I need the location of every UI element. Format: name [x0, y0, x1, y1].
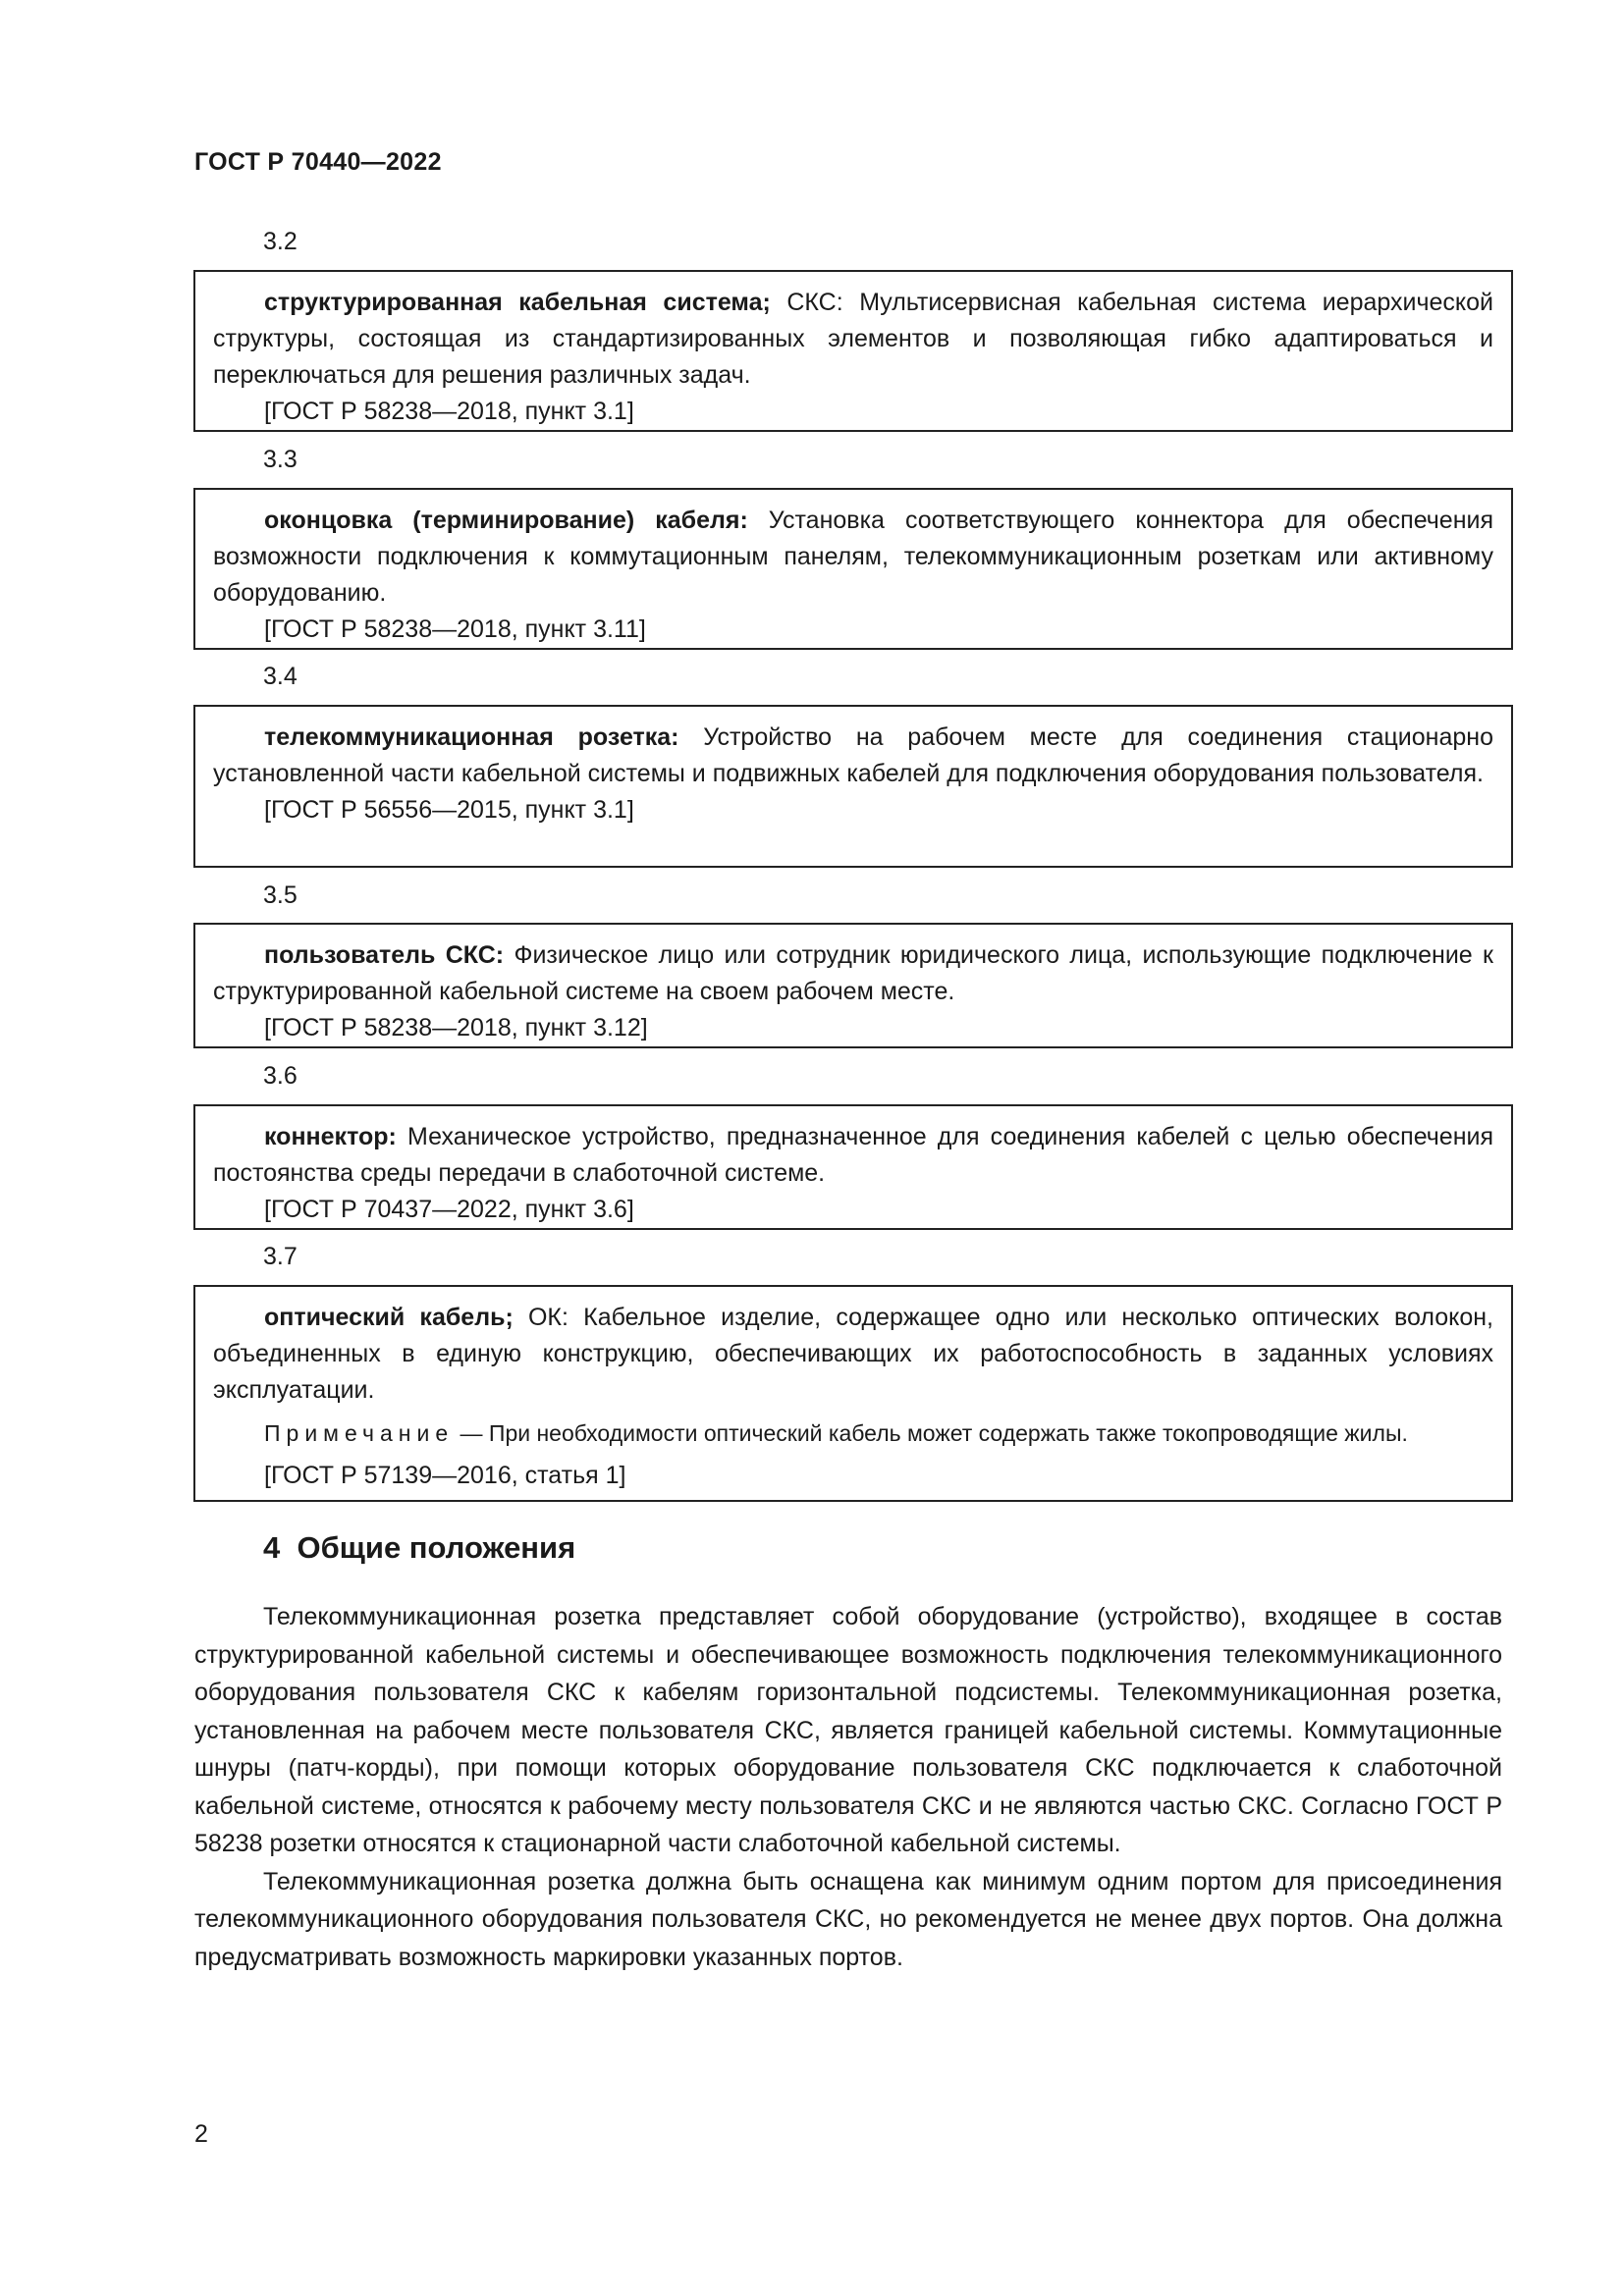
term-definition [213, 503, 1493, 612]
term-number: 3.5 [263, 881, 298, 909]
term-name: пользователь СКС: [264, 941, 505, 969]
term-name: телекоммуникационная розетка: [264, 723, 679, 751]
term-description: Устройство на рабочем месте для соединения стационарно установленной части кабельной системы и подвижных кабелей для подключения оборудования пользователя. [213, 723, 1494, 787]
term-definition-box [193, 1285, 1513, 1502]
term-number: 3.6 [263, 1062, 298, 1090]
term-number: 3.7 [263, 1243, 298, 1270]
section-heading: 4 Общие положения [263, 1530, 576, 1565]
term-definition [213, 720, 1493, 792]
term-definition-box [193, 923, 1513, 1048]
term-number: 3.2 [263, 228, 298, 255]
term-definition [213, 1300, 1493, 1409]
term-note [213, 1416, 1493, 1450]
term-source-reference: [ГОСТ Р 56556—2015, пункт 3.1] [264, 796, 634, 824]
term-name: оконцовка (терминирование) кабеля: [264, 507, 748, 534]
term-definition [213, 937, 1493, 1010]
section-paragraph: Телекоммуникационная розетка должна быть оснащена как минимум одним портом для присоединения телекоммуникационного оборудования пользователя СКС, но рекомендуется не менее двух портов. Она должна предусматривать возможность маркировки указанных портов. [194, 1867, 1502, 1971]
note-text: — При необходимости оптический кабель может содержать также токопроводящие жилы. [454, 1420, 1408, 1446]
term-number: 3.3 [263, 446, 298, 473]
note-label: Примечание [264, 1420, 455, 1446]
term-name: оптический кабель; [264, 1304, 514, 1331]
term-name: структурированная кабельная система; [264, 289, 771, 316]
document-code-header: ГОСТ Р 70440—2022 [194, 148, 442, 176]
term-description: ОК: Кабельное изделие, содержащее одно или несколько оптических волокон, объединенных в единую конструкцию, обеспечивающих их работоспособность в заданных условиях эксплуатации. [213, 1304, 1493, 1404]
section-body [194, 1598, 1502, 1976]
term-definition-box [193, 488, 1513, 650]
term-description: Физическое лицо или сотрудник юридического лица, использующие подключение к структурированной кабельной системе на своем рабочем месте. [213, 941, 1493, 1005]
term-number: 3.4 [263, 663, 298, 690]
term-description: Механическое устройство, предназначенное для соединения кабелей с целью обеспечения постоянства среды передачи в слаботочной системе. [213, 1123, 1493, 1187]
term-source-reference: [ГОСТ Р 70437—2022, пункт 3.6] [264, 1196, 634, 1223]
term-definition-box [193, 705, 1513, 868]
term-source-reference: [ГОСТ Р 58238—2018, пункт 3.12] [264, 1014, 648, 1041]
term-source-reference: [ГОСТ Р 58238—2018, пункт 3.11] [264, 615, 646, 643]
term-source-reference: [ГОСТ Р 58238—2018, пункт 3.1] [264, 398, 634, 425]
term-definition-box [193, 270, 1513, 432]
term-definition [213, 285, 1493, 394]
section-paragraph: Телекоммуникационная розетка представляет собой оборудование (устройство), входящее в состав структурированной кабельной системы и обеспечивающее возможность подключения телекоммуникационного оборудования пользователя СКС к кабелям горизонтальной подсистемы. Телекоммуникационная розетка, установленная на рабочем месте пользователя СКС, является границей кабельной системы. Коммутационные шнуры (патч-корды), при помощи которых оборудование пользователя СКС подключается к слаботочной кабельной системе, относятся к рабочему месту пользователя СКС и не являются частью СКС. Согласно ГОСТ Р 58238 розетки относятся к стационарной части слаботочной кабельной системы. [194, 1603, 1502, 1857]
term-source-reference: [ГОСТ Р 57139—2016, статья 1] [264, 1462, 626, 1489]
term-definition-box [193, 1104, 1513, 1230]
term-description: СКС: Мультисервисная кабельная система иерархической структуры, состоящая из стандартизированных элементов и позволяющая гибко адаптироваться и переключаться для решения различных задач. [213, 289, 1493, 389]
term-description: Установка соответствующего коннектора для обеспечения возможности подключения к коммутационным панелям, телекоммуникационным розеткам или активному оборудованию. [213, 507, 1494, 607]
page-number: 2 [194, 2120, 208, 2148]
term-name: коннектор: [264, 1123, 397, 1150]
term-definition [213, 1119, 1493, 1192]
